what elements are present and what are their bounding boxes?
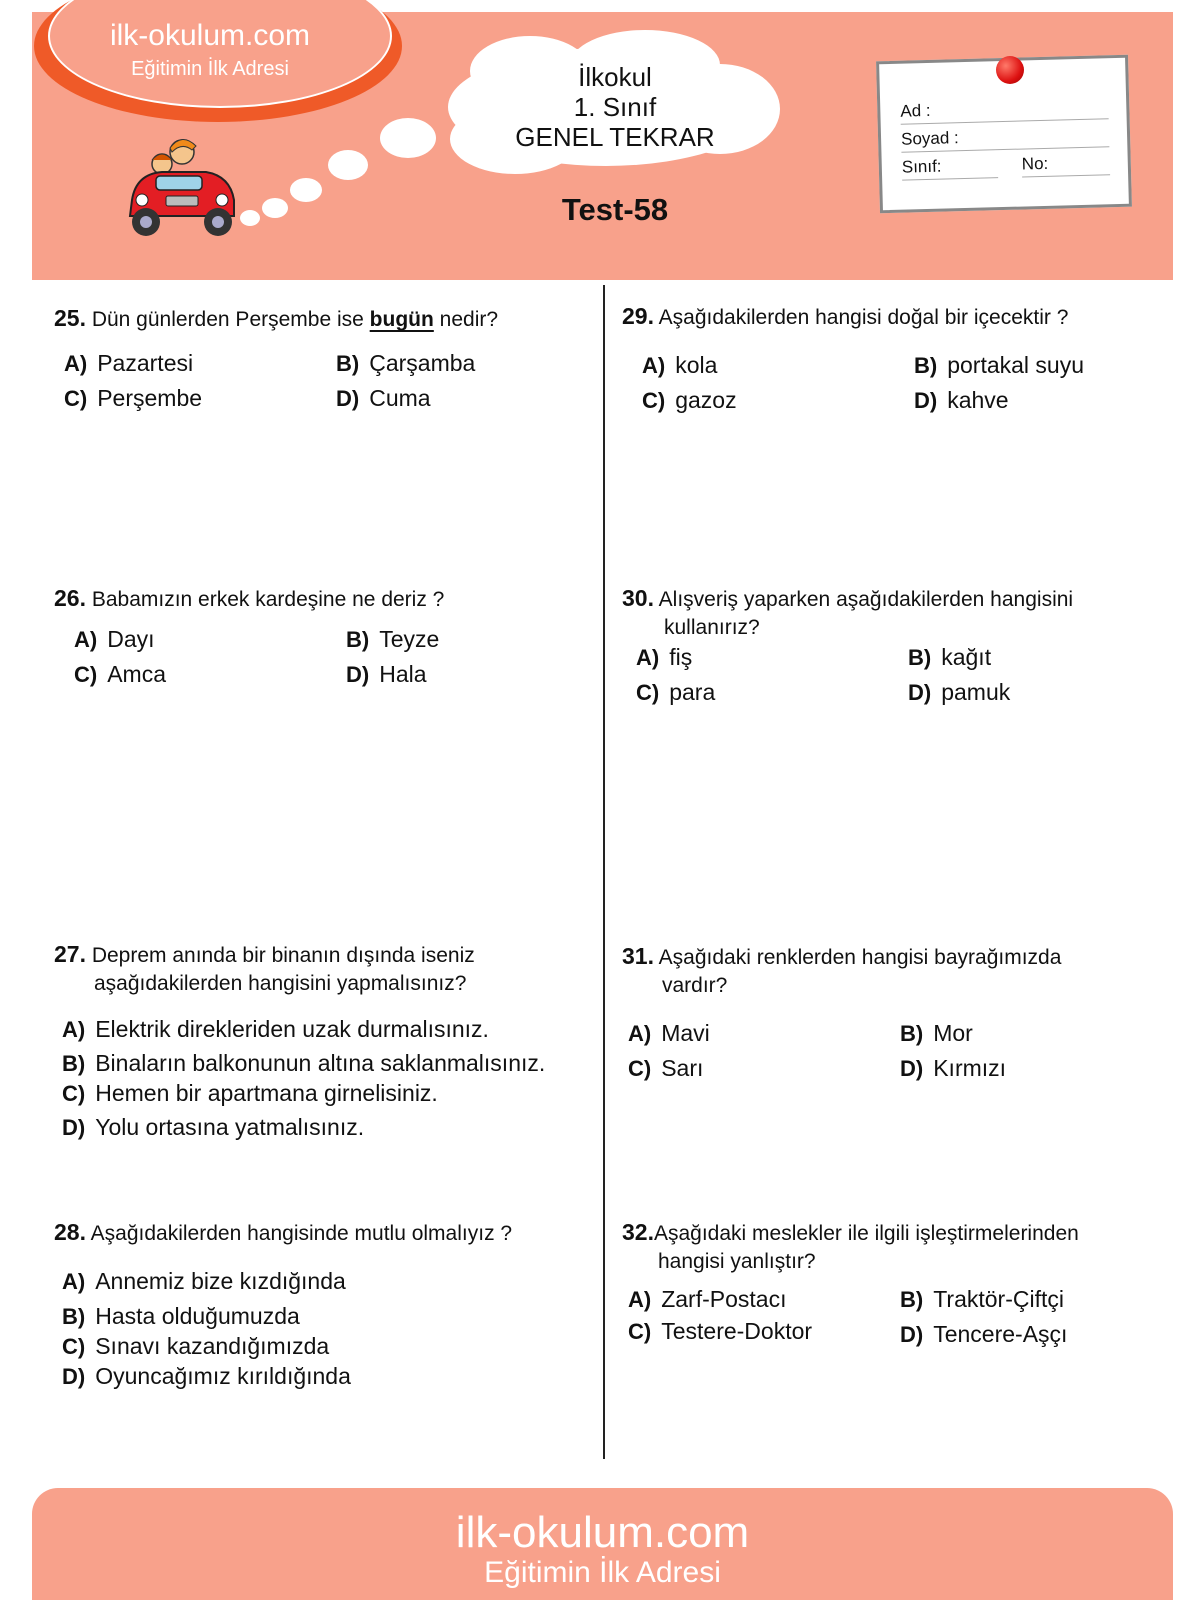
option-letter: B) (346, 627, 370, 652)
option-letter: D) (62, 1115, 86, 1140)
question-number: 26. (54, 585, 86, 611)
question-27-stem (54, 940, 594, 998)
logo-tagline: Eğitimin İlk Adresi (131, 58, 289, 80)
q27-option-b[interactable] (62, 1050, 545, 1077)
option-text: kahve (947, 387, 1009, 413)
option-letter: B) (900, 1287, 924, 1312)
option-text: Hasta olduğumuzda (95, 1303, 300, 1329)
option-text: Mavi (661, 1020, 710, 1046)
option-letter: A) (628, 1021, 652, 1046)
thought-puff (290, 178, 322, 202)
question-number: 28. (54, 1219, 86, 1245)
option-letter: C) (642, 388, 666, 413)
option-letter: A) (62, 1269, 86, 1294)
question-number: 25. (54, 305, 86, 331)
q31-option-c[interactable] (628, 1055, 703, 1082)
footer-tagline: Eğitimin İlk Adresi (484, 1556, 721, 1589)
car-cartoon-icon (122, 130, 242, 250)
option-text: Cuma (369, 385, 431, 411)
column-divider (603, 285, 605, 1459)
option-text: Oyuncağımız kırıldığında (95, 1363, 351, 1389)
logo-site-name: ilk-okulum.com (109, 19, 311, 52)
option-letter: C) (628, 1056, 652, 1081)
question-29-stem (622, 302, 1182, 332)
question-number: 29. (622, 303, 654, 329)
number-label: No: (1021, 153, 1049, 174)
option-text: Testere-Doktor (661, 1318, 813, 1344)
option-text: Kırmızı (933, 1055, 1007, 1081)
footer-site-name: ilk-okulum.com (455, 1508, 750, 1557)
question-text: Babamızın erkek kardeşine ne deriz ? (91, 588, 445, 611)
question-text: Alışveriş yaparken aşağıdakilerden hangisini (658, 588, 1074, 611)
number-field[interactable] (1022, 152, 1111, 177)
option-letter: A) (628, 1287, 652, 1312)
q32-option-b[interactable] (900, 1286, 1064, 1313)
question-text: hangisi yanlıştır? (658, 1250, 816, 1273)
q31-option-b[interactable] (900, 1020, 973, 1047)
option-text: Teyze (379, 626, 440, 652)
q26-option-a[interactable] (74, 626, 155, 653)
option-letter: B) (900, 1021, 924, 1046)
question-text: Aşağıdakilerden hangisinde mutlu olmalıyız ? (90, 1222, 513, 1245)
option-letter: B) (62, 1051, 86, 1076)
question-number: 30. (622, 585, 654, 611)
question-text: nedir? (439, 308, 499, 331)
option-letter: B) (908, 645, 932, 670)
option-letter: A) (642, 353, 666, 378)
q32-option-a[interactable] (628, 1286, 786, 1313)
q27-option-a[interactable] (62, 1016, 489, 1043)
question-26-stem (54, 584, 594, 614)
q26-option-b[interactable] (346, 626, 439, 653)
option-text: Sınavı kazandığımızda (95, 1333, 330, 1359)
option-letter: C) (628, 1319, 652, 1344)
option-text: Dayı (107, 626, 155, 652)
question-30-stem (622, 584, 1182, 642)
q29-option-a[interactable] (642, 352, 717, 379)
option-text: Annemiz bize kızdığında (95, 1268, 346, 1294)
option-text: Binaların balkonunun altına saklanmalısınız. (95, 1050, 546, 1076)
q25-option-c[interactable] (64, 385, 202, 412)
question-number: 32. (622, 1219, 654, 1245)
question-text: kullanırız? (664, 616, 760, 639)
option-letter: A) (636, 645, 660, 670)
option-text: Yolu ortasına yatmalısınız. (95, 1114, 365, 1140)
option-text: Tencere-Aşçı (933, 1321, 1068, 1347)
test-title: Test-58 (561, 192, 669, 227)
q32-option-c[interactable] (628, 1318, 812, 1345)
option-text: Pazartesi (97, 350, 194, 376)
option-letter: A) (62, 1017, 86, 1042)
option-letter: C) (62, 1081, 86, 1106)
option-text: gazoz (675, 387, 737, 413)
q30-option-c[interactable] (636, 679, 715, 706)
question-number: 31. (622, 943, 654, 969)
option-text: Amca (107, 661, 167, 687)
q29-option-b[interactable] (914, 352, 1084, 379)
option-letter: D) (900, 1322, 924, 1347)
q31-option-a[interactable] (628, 1020, 710, 1047)
option-letter: D) (908, 680, 932, 705)
thought-puff (240, 210, 260, 226)
emphasized-word: bugün (369, 308, 434, 331)
q28-option-a[interactable] (62, 1268, 346, 1295)
test-subject: GENEL TEKRAR (515, 122, 715, 152)
question-text: Aşağıdakilerden hangisi doğal bir içecektir ? (658, 306, 1069, 329)
question-text: Aşağıdaki renklerden hangisi bayrağımızda (658, 946, 1062, 969)
q29-option-c[interactable] (642, 387, 737, 414)
option-letter: D) (900, 1056, 924, 1081)
q28-option-d[interactable] (62, 1363, 351, 1390)
q30-option-a[interactable] (636, 644, 692, 671)
q26-option-d[interactable] (346, 661, 427, 688)
question-text: vardır? (662, 974, 728, 997)
option-letter: C) (74, 662, 98, 687)
question-text: Deprem anında bir binanın dışında iseniz (91, 944, 475, 967)
option-text: kağıt (941, 644, 992, 670)
option-letter: A) (64, 351, 88, 376)
name-label: Ad : (900, 100, 931, 121)
option-text: Çarşamba (369, 350, 476, 376)
grade-level: 1. Sınıf (573, 92, 657, 122)
thought-puff (380, 118, 436, 158)
option-letter: D) (346, 662, 370, 687)
option-letter: C) (62, 1334, 86, 1359)
q26-option-c[interactable] (74, 661, 166, 688)
option-text: pamuk (941, 679, 1011, 705)
option-text: kola (675, 352, 718, 378)
option-text: Perşembe (97, 385, 203, 411)
q25-option-b[interactable] (336, 350, 475, 377)
option-letter: D) (914, 388, 938, 413)
option-text: Hemen bir apartmana girnelisiniz. (95, 1080, 438, 1106)
surname-field[interactable] (901, 124, 1110, 152)
option-letter: D) (62, 1364, 86, 1389)
option-letter: B) (914, 353, 938, 378)
option-letter: C) (64, 386, 88, 411)
option-letter: B) (336, 351, 360, 376)
q28-option-c[interactable] (62, 1333, 329, 1360)
q25-option-a[interactable] (64, 350, 193, 377)
q29-option-d[interactable] (914, 387, 1009, 414)
option-text: Zarf-Postacı (661, 1286, 787, 1312)
option-text: portakal suyu (947, 352, 1085, 378)
option-text: fiş (669, 644, 693, 670)
q25-option-d[interactable] (336, 385, 431, 412)
option-text: Sarı (661, 1055, 704, 1081)
question-text: Dün günlerden Perşembe ise (91, 308, 364, 331)
q31-option-d[interactable] (900, 1055, 1006, 1082)
thought-puff (328, 150, 368, 180)
option-letter: A) (74, 627, 98, 652)
school-level: İlkokul (578, 62, 652, 92)
surname-label: Soyad : (900, 128, 959, 149)
option-text: Elektrik direkleriden uzak durmalısınız. (95, 1016, 489, 1042)
option-letter: C) (636, 680, 660, 705)
question-25-stem (54, 304, 594, 334)
option-letter: D) (336, 386, 360, 411)
thought-puff (262, 198, 288, 218)
option-letter: B) (62, 1304, 86, 1329)
q28-option-b[interactable] (62, 1303, 300, 1330)
class-field[interactable] (902, 155, 999, 181)
cloud-heading (470, 62, 760, 152)
question-32-stem (622, 1218, 1182, 1276)
question-number: 27. (54, 941, 86, 967)
class-label: Sınıf: (901, 156, 942, 177)
option-text: Hala (379, 661, 427, 687)
option-text: Mor (933, 1020, 973, 1046)
question-28-stem (54, 1218, 594, 1248)
name-field[interactable] (900, 96, 1109, 124)
push-pin-icon (996, 56, 1024, 84)
q30-option-b[interactable] (908, 644, 991, 671)
question-31-stem (622, 942, 1182, 1000)
option-text: Traktör-Çiftçi (933, 1286, 1064, 1312)
q27-option-c[interactable] (62, 1080, 438, 1107)
option-text: para (669, 679, 716, 705)
question-text: aşağıdakilerden hangisini yapmalısınız? (94, 972, 467, 995)
q30-option-d[interactable] (908, 679, 1010, 706)
q27-option-d[interactable] (62, 1114, 364, 1141)
question-text: Aşağıdaki meslekler ile ilgili işleştirmelerinden (653, 1222, 1079, 1245)
q32-option-d[interactable] (900, 1321, 1067, 1348)
